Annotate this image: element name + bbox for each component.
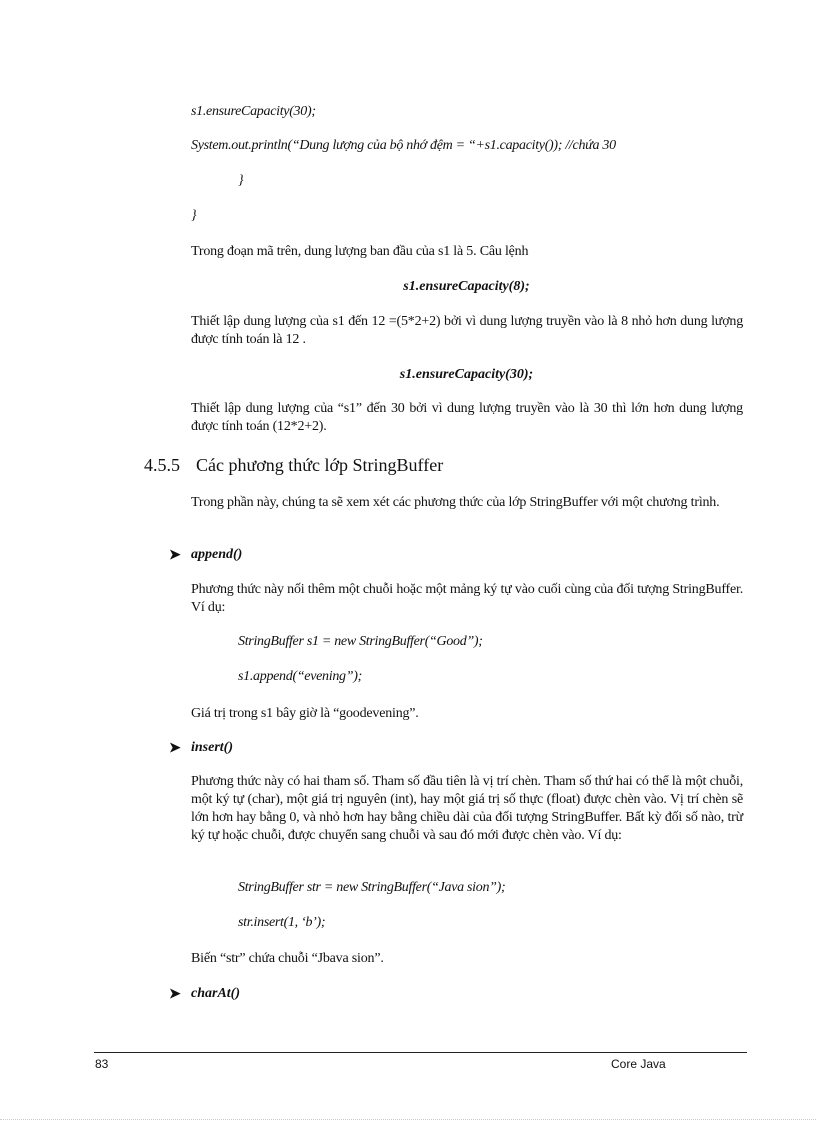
code-closing-brace-inner: } [238,173,244,188]
code-line-println: System.out.println(“Dung lượng của bộ nhớ đệm = “+s1.capacity()); //chứa 30 [191,138,616,153]
code-line-ensure-capacity-30: s1.ensureCapacity(30); [191,104,316,119]
explain-paragraph-1: Thiết lập dung lượng của s1 đến 12 =(5*2+2) bởi vì dung lượng truyền vào là 8 nhỏ hơn dung lượng được tính toán là 12 . [191,314,743,347]
insert-description: Phương thức này có hai tham số. Tham số đầu tiên là vị trí chèn. Tham số thứ hai có thể là một chuỗi, một ký tự (char), một giá trị nguyên (int), hay một giá trị số thực (float) được chèn vào. Vị trí chèn sẽ lớn hơn hay bằng 0, và nhỏ hơn hay bằng chiều dài của đối tượng StringBuffer. Bất kỳ đối số nào, trừ ký tự hoặc chuỗi, được chuyển sang chuỗi và sau đó mới được chèn vào. Ví dụ: [191,774,743,843]
bullet-charat [169,986,240,1002]
code-call-ensure-capacity-30: s1.ensureCapacity(30); [399,367,534,382]
insert-code-line-2: str.insert(1, ‘b’); [238,915,326,930]
intro-paragraph: Trong đoạn mã trên, dung lượng ban đầu của s1 là 5. Câu lệnh [191,244,529,259]
section-heading [144,455,443,476]
section-number: 4.5.5 [144,455,180,475]
code-call-ensure-capacity-8: s1.ensureCapacity(8); [403,279,530,294]
append-code-line-2: s1.append(“evening”); [238,669,362,684]
bullet-insert [169,740,233,756]
page-bottom-edge [0,1119,816,1120]
insert-code-line-1: StringBuffer str = new StringBuffer(“Java sion”); [238,880,506,895]
section-title: Các phương thức lớp StringBuffer [196,455,444,475]
footer-rule [94,1052,747,1053]
section-intro-paragraph: Trong phần này, chúng ta sẽ xem xét các phương thức của lớp StringBuffer với một chương trình. [191,495,720,510]
page-number: 83 [95,1057,109,1071]
bullet-append-label: append() [191,547,243,562]
append-result: Giá trị trong s1 bây giờ là “goodevening”. [191,706,419,721]
append-code-line-1: StringBuffer s1 = new StringBuffer(“Good”); [238,634,483,649]
footer-book-title: Core Java [611,1057,666,1071]
bullet-append [169,547,243,563]
bullet-charat-label: charAt() [191,986,240,1001]
explain-paragraph-2: Thiết lập dung lượng của “s1” đến 30 bởi vì dung lượng truyền vào là 30 thì lớn hơn dung lượng được tính toán (12*2+2). [191,401,743,434]
arrow-bullet-icon: ➤ [169,548,181,563]
bullet-insert-label: insert() [191,740,233,755]
insert-result: Biến “str” chứa chuỗi “Jbava sion”. [191,951,384,966]
code-closing-brace-outer: } [191,208,197,223]
arrow-bullet-icon: ➤ [169,987,181,1002]
arrow-bullet-icon: ➤ [169,741,181,756]
append-description: Phương thức này nối thêm một chuỗi hoặc một mảng ký tự vào cuối cùng của đối tượng StringBuffer. Ví dụ: [191,582,743,615]
